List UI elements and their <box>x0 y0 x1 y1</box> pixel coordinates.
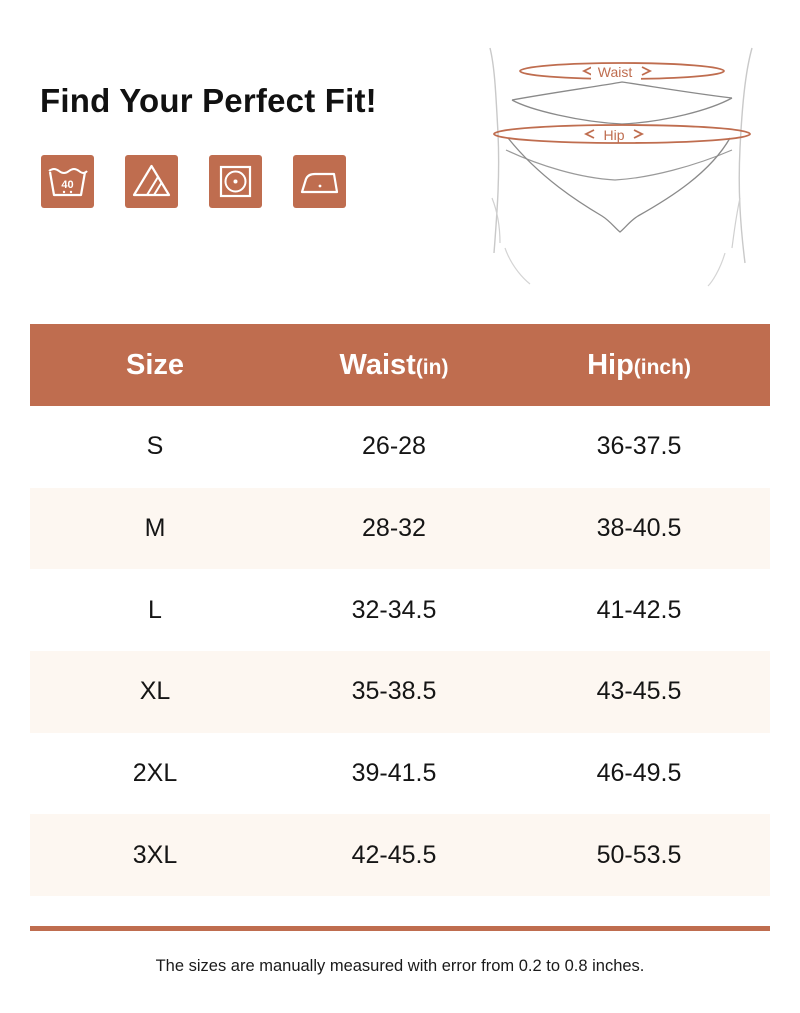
cell-hip: 50-53.5 <box>596 840 682 869</box>
cell-size: L <box>148 595 162 624</box>
wash-40-degree-icon <box>41 155 94 208</box>
cell-hip: 41-42.5 <box>596 595 682 624</box>
cell-hip: 43-45.5 <box>596 677 682 706</box>
table-header-row <box>30 324 770 406</box>
cell-hip: 38-40.5 <box>596 514 682 543</box>
care-icons <box>41 155 346 208</box>
table-row <box>30 733 770 815</box>
table-row <box>30 651 770 733</box>
bleach-triangle-icon <box>125 155 178 208</box>
page-title: Find Your Perfect Fit! <box>40 82 377 119</box>
cell-size: 2XL <box>132 759 178 788</box>
header-waist: Waist (in) <box>339 348 449 381</box>
header-waist-unit: (in) <box>415 355 449 379</box>
table-row <box>30 814 770 896</box>
header-hip-unit: (inch) <box>633 355 691 379</box>
wash-temperature-label: 40 <box>61 179 74 191</box>
cell-waist: 35-38.5 <box>351 677 437 706</box>
waist-label: Waist <box>597 64 633 80</box>
body-measurement-figure <box>470 38 770 288</box>
cell-waist: 26-28 <box>362 432 426 461</box>
cell-hip: 36-37.5 <box>596 432 682 461</box>
cell-size: 3XL <box>132 840 178 869</box>
bottom-divider <box>30 926 770 931</box>
table-row <box>30 488 770 570</box>
table-row <box>30 569 770 651</box>
cell-waist: 39-41.5 <box>351 759 437 788</box>
cell-waist: 28-32 <box>362 514 426 543</box>
cell-size: XL <box>139 677 171 706</box>
measurement-note: The sizes are manually measured with error from 0.2 to 0.8 inches. <box>155 957 645 975</box>
table-body <box>30 406 770 896</box>
header-hip: Hip (inch) <box>587 348 691 381</box>
cell-waist: 42-45.5 <box>351 840 437 869</box>
header-size: Size <box>125 348 185 381</box>
tumble-dry-icon <box>209 155 262 208</box>
cell-waist: 32-34.5 <box>351 595 437 624</box>
table-row <box>30 406 770 488</box>
hip-label: Hip <box>603 127 625 143</box>
cell-hip: 46-49.5 <box>596 759 682 788</box>
cell-size: M <box>144 514 166 543</box>
iron-icon <box>293 155 346 208</box>
size-chart-table <box>30 324 770 896</box>
cell-size: S <box>146 432 164 461</box>
